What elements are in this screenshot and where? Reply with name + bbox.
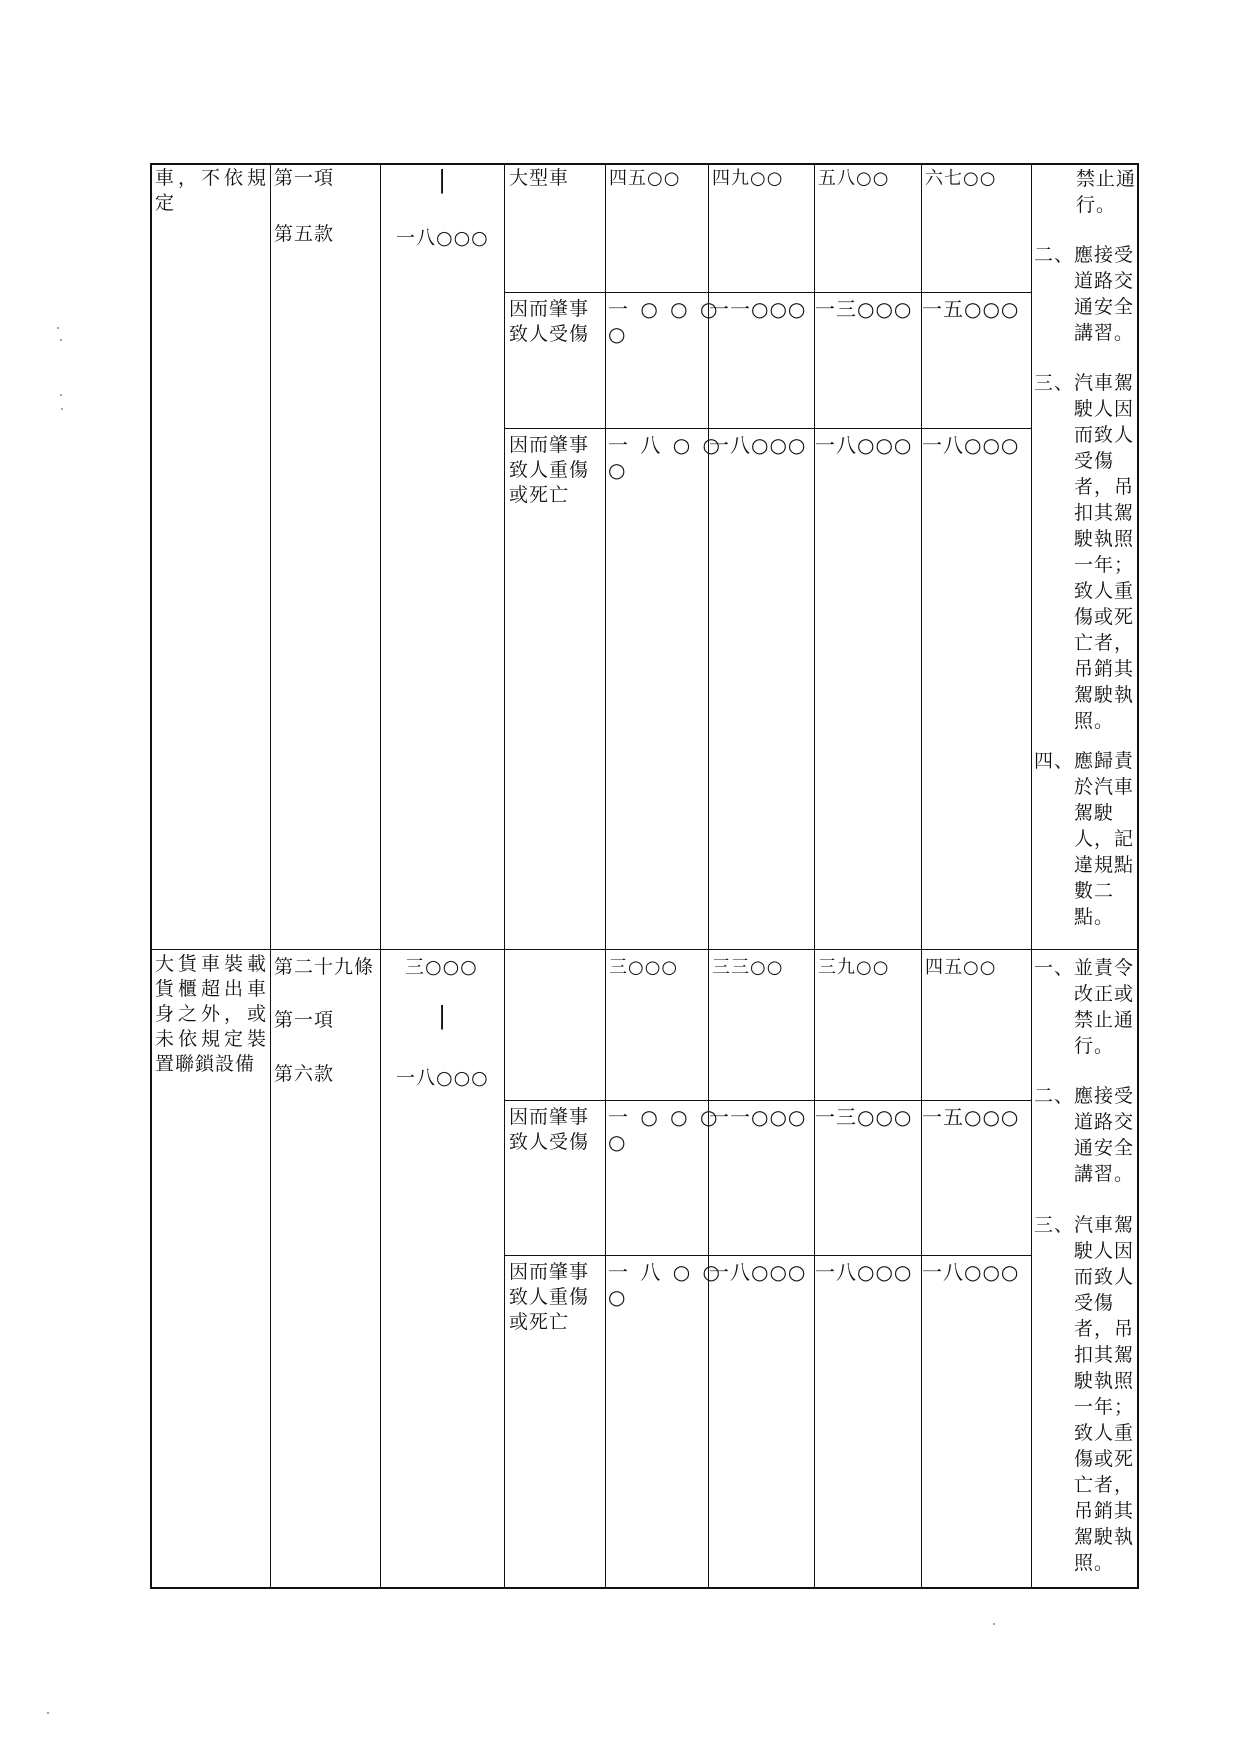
- remark-line: 並責令: [1074, 957, 1135, 979]
- remark-line: 亡者，: [1074, 1474, 1135, 1496]
- fine-amount: 六七○○: [925, 168, 997, 189]
- fine-amount: 一八○○○: [922, 433, 1020, 457]
- remark-marker: 三、: [1034, 372, 1075, 394]
- fine-amount: 三三○○: [712, 957, 784, 978]
- remark-line: 致人重: [1074, 580, 1135, 602]
- row-rule: [504, 1100, 1031, 1101]
- violation-text-line: 車，不依規: [155, 167, 271, 189]
- remark-line: 駛人因: [1074, 1240, 1135, 1262]
- remark-line: 傷或死: [1074, 1448, 1135, 1470]
- condition-label: 或死亡: [509, 484, 570, 506]
- scan-speck: [47, 1712, 49, 1714]
- remark-line: 駛執照: [1074, 1370, 1135, 1392]
- fine-amount: 四九○○: [712, 168, 784, 189]
- violation-text-line: 大貨車裝載: [155, 953, 271, 975]
- fine-amount: 一一○○○: [709, 297, 807, 321]
- remark-line: 行。: [1074, 1035, 1115, 1057]
- column-rule: [1031, 163, 1032, 1589]
- remark-line: 講習。: [1074, 322, 1135, 344]
- fine-amount: 一一○○○: [709, 1105, 807, 1129]
- remark-line: 改正或: [1074, 983, 1135, 1005]
- remark-line: 道路交: [1074, 1111, 1135, 1133]
- provision-item: 第一項: [274, 167, 335, 189]
- penalty-range-to: 一八○○○: [396, 1067, 489, 1089]
- remark-line: 道路交: [1074, 270, 1135, 292]
- remark-line: 數二: [1074, 880, 1115, 902]
- remark-line: 一年；: [1074, 554, 1135, 576]
- fine-amount-wrap: ○: [608, 458, 627, 482]
- column-rule: [814, 163, 815, 1589]
- scan-speck: [57, 327, 59, 329]
- column-rule: [504, 163, 505, 1589]
- fine-amount: 三○○○: [609, 957, 679, 978]
- remark-line: 駛執照: [1074, 528, 1135, 550]
- remark-line: 致人重: [1074, 1422, 1135, 1444]
- penalty-range-to: 一八○○○: [396, 227, 489, 249]
- table-border-right: [1137, 163, 1139, 1589]
- fine-amount: 一 ○ ○ ○: [608, 297, 721, 321]
- condition-label: 因而肇事: [509, 1106, 590, 1128]
- column-rule: [708, 163, 709, 1589]
- remark-marker: 三、: [1034, 1214, 1075, 1236]
- remark-line: 扣其駕: [1074, 1344, 1135, 1366]
- fine-amount: 一 八 ○ ○: [608, 1260, 723, 1284]
- penalty-range-from: 三○○○: [405, 956, 478, 978]
- remark-line: 禁止通: [1076, 168, 1137, 190]
- fine-amount: 一八○○○: [709, 1260, 807, 1284]
- fine-amount: 一五○○○: [922, 1105, 1020, 1129]
- violation-text-line: 貨櫃超出車: [155, 978, 271, 1000]
- remark-line: 應歸責: [1074, 750, 1135, 772]
- scan-speck: [60, 394, 62, 396]
- condition-label: 致人重傷: [509, 1286, 590, 1308]
- scan-speck: [61, 408, 63, 410]
- row-rule: [504, 1255, 1031, 1256]
- table-border-top: [150, 163, 1139, 165]
- fine-amount: 三九○○: [818, 957, 890, 978]
- remark-line: 違規點: [1074, 854, 1135, 876]
- column-rule: [380, 163, 381, 1589]
- fine-amount: 一八○○○: [815, 1260, 913, 1284]
- fine-amount: 一 ○ ○ ○: [608, 1105, 721, 1129]
- provision-clause: 第五款: [274, 223, 335, 245]
- fine-amount: 一八○○○: [815, 433, 913, 457]
- fine-amount-wrap: ○: [608, 322, 627, 346]
- remark-line: 汽車駕: [1074, 372, 1135, 394]
- fine-amount: 五八○○: [818, 168, 890, 189]
- condition-label: 致人重傷: [509, 459, 590, 481]
- fine-amount: 四五○○: [609, 168, 681, 189]
- condition-label: 致人受傷: [509, 323, 590, 345]
- remark-line: 駕駛執: [1074, 1526, 1135, 1548]
- violation-text-line: 身之外，或: [155, 1003, 271, 1025]
- fine-amount: 一三○○○: [815, 1105, 913, 1129]
- scan-speck: [993, 1623, 995, 1625]
- remark-marker: 一、: [1034, 957, 1075, 979]
- fine-amount: 一三○○○: [815, 297, 913, 321]
- violation-text-line: 定: [155, 192, 176, 214]
- remark-line: 講習。: [1074, 1163, 1135, 1185]
- provision-item: 第一項: [274, 1009, 335, 1031]
- remark-line: 應接受: [1074, 244, 1135, 266]
- column-rule: [270, 163, 271, 1589]
- provision-article: 第二十九條: [274, 956, 375, 978]
- remark-line: 通安全: [1074, 1137, 1135, 1159]
- remark-line: 通安全: [1074, 296, 1135, 318]
- row-rule: [504, 292, 1031, 293]
- section-divider: [150, 949, 1139, 950]
- fine-amount: 一八○○○: [922, 1260, 1020, 1284]
- condition-label: 因而肇事: [509, 1261, 590, 1283]
- violation-text-line: 未依規定裝: [155, 1028, 271, 1050]
- scan-speck: [60, 339, 62, 341]
- remark-line: 照。: [1074, 1552, 1115, 1574]
- condition-label: 大型車: [509, 167, 570, 189]
- remark-line: 駕駛: [1074, 802, 1115, 824]
- remark-line: 應接受: [1074, 1085, 1135, 1107]
- remark-line: 扣其駕: [1074, 502, 1135, 524]
- remark-marker: 二、: [1034, 244, 1075, 266]
- penalty-range-separator: |: [438, 166, 448, 194]
- remark-line: 照。: [1074, 710, 1115, 732]
- fine-amount: 四五○○: [925, 957, 997, 978]
- table-border-bottom: [150, 1587, 1139, 1589]
- penalty-range-separator: |: [438, 1002, 448, 1030]
- condition-label: 或死亡: [509, 1311, 570, 1333]
- remark-line: 傷或死: [1074, 606, 1135, 628]
- remark-line: 受傷: [1074, 1292, 1115, 1314]
- remark-line: 汽車駕: [1074, 1214, 1135, 1236]
- remark-line: 一年；: [1074, 1396, 1135, 1418]
- condition-label: 致人受傷: [509, 1131, 590, 1153]
- column-rule: [921, 163, 922, 1589]
- remark-line: 受傷: [1074, 450, 1115, 472]
- remark-line: 者，吊: [1074, 1318, 1135, 1340]
- column-rule: [605, 163, 606, 1589]
- remark-marker: 四、: [1034, 750, 1075, 772]
- fine-amount-wrap: ○: [608, 1285, 627, 1309]
- remark-line: 吊銷其: [1074, 1500, 1135, 1522]
- remark-line: 行。: [1076, 194, 1117, 216]
- remark-line: 亡者，: [1074, 632, 1135, 654]
- remark-marker: 二、: [1034, 1085, 1075, 1107]
- fine-amount: 一八○○○: [709, 433, 807, 457]
- provision-clause: 第六款: [274, 1063, 335, 1085]
- table-border-left: [150, 163, 152, 1589]
- fine-amount: 一五○○○: [922, 297, 1020, 321]
- remark-line: 而致人: [1074, 1266, 1135, 1288]
- condition-label: 因而肇事: [509, 298, 590, 320]
- remark-line: 點。: [1074, 906, 1115, 928]
- remark-line: 駛人因: [1074, 398, 1135, 420]
- fine-amount-wrap: ○: [608, 1130, 627, 1154]
- remark-line: 吊銷其: [1074, 658, 1135, 680]
- remark-line: 禁止通: [1074, 1009, 1135, 1031]
- remark-line: 而致人: [1074, 424, 1135, 446]
- remark-line: 於汽車: [1074, 776, 1135, 798]
- violation-text-line: 置聯鎖設備: [155, 1053, 256, 1075]
- condition-label: 因而肇事: [509, 434, 590, 456]
- remark-line: 駕駛執: [1074, 684, 1135, 706]
- remark-line: 者，吊: [1074, 476, 1135, 498]
- row-rule: [504, 428, 1031, 429]
- fine-amount: 一 八 ○ ○: [608, 433, 723, 457]
- remark-line: 人，記: [1074, 828, 1135, 850]
